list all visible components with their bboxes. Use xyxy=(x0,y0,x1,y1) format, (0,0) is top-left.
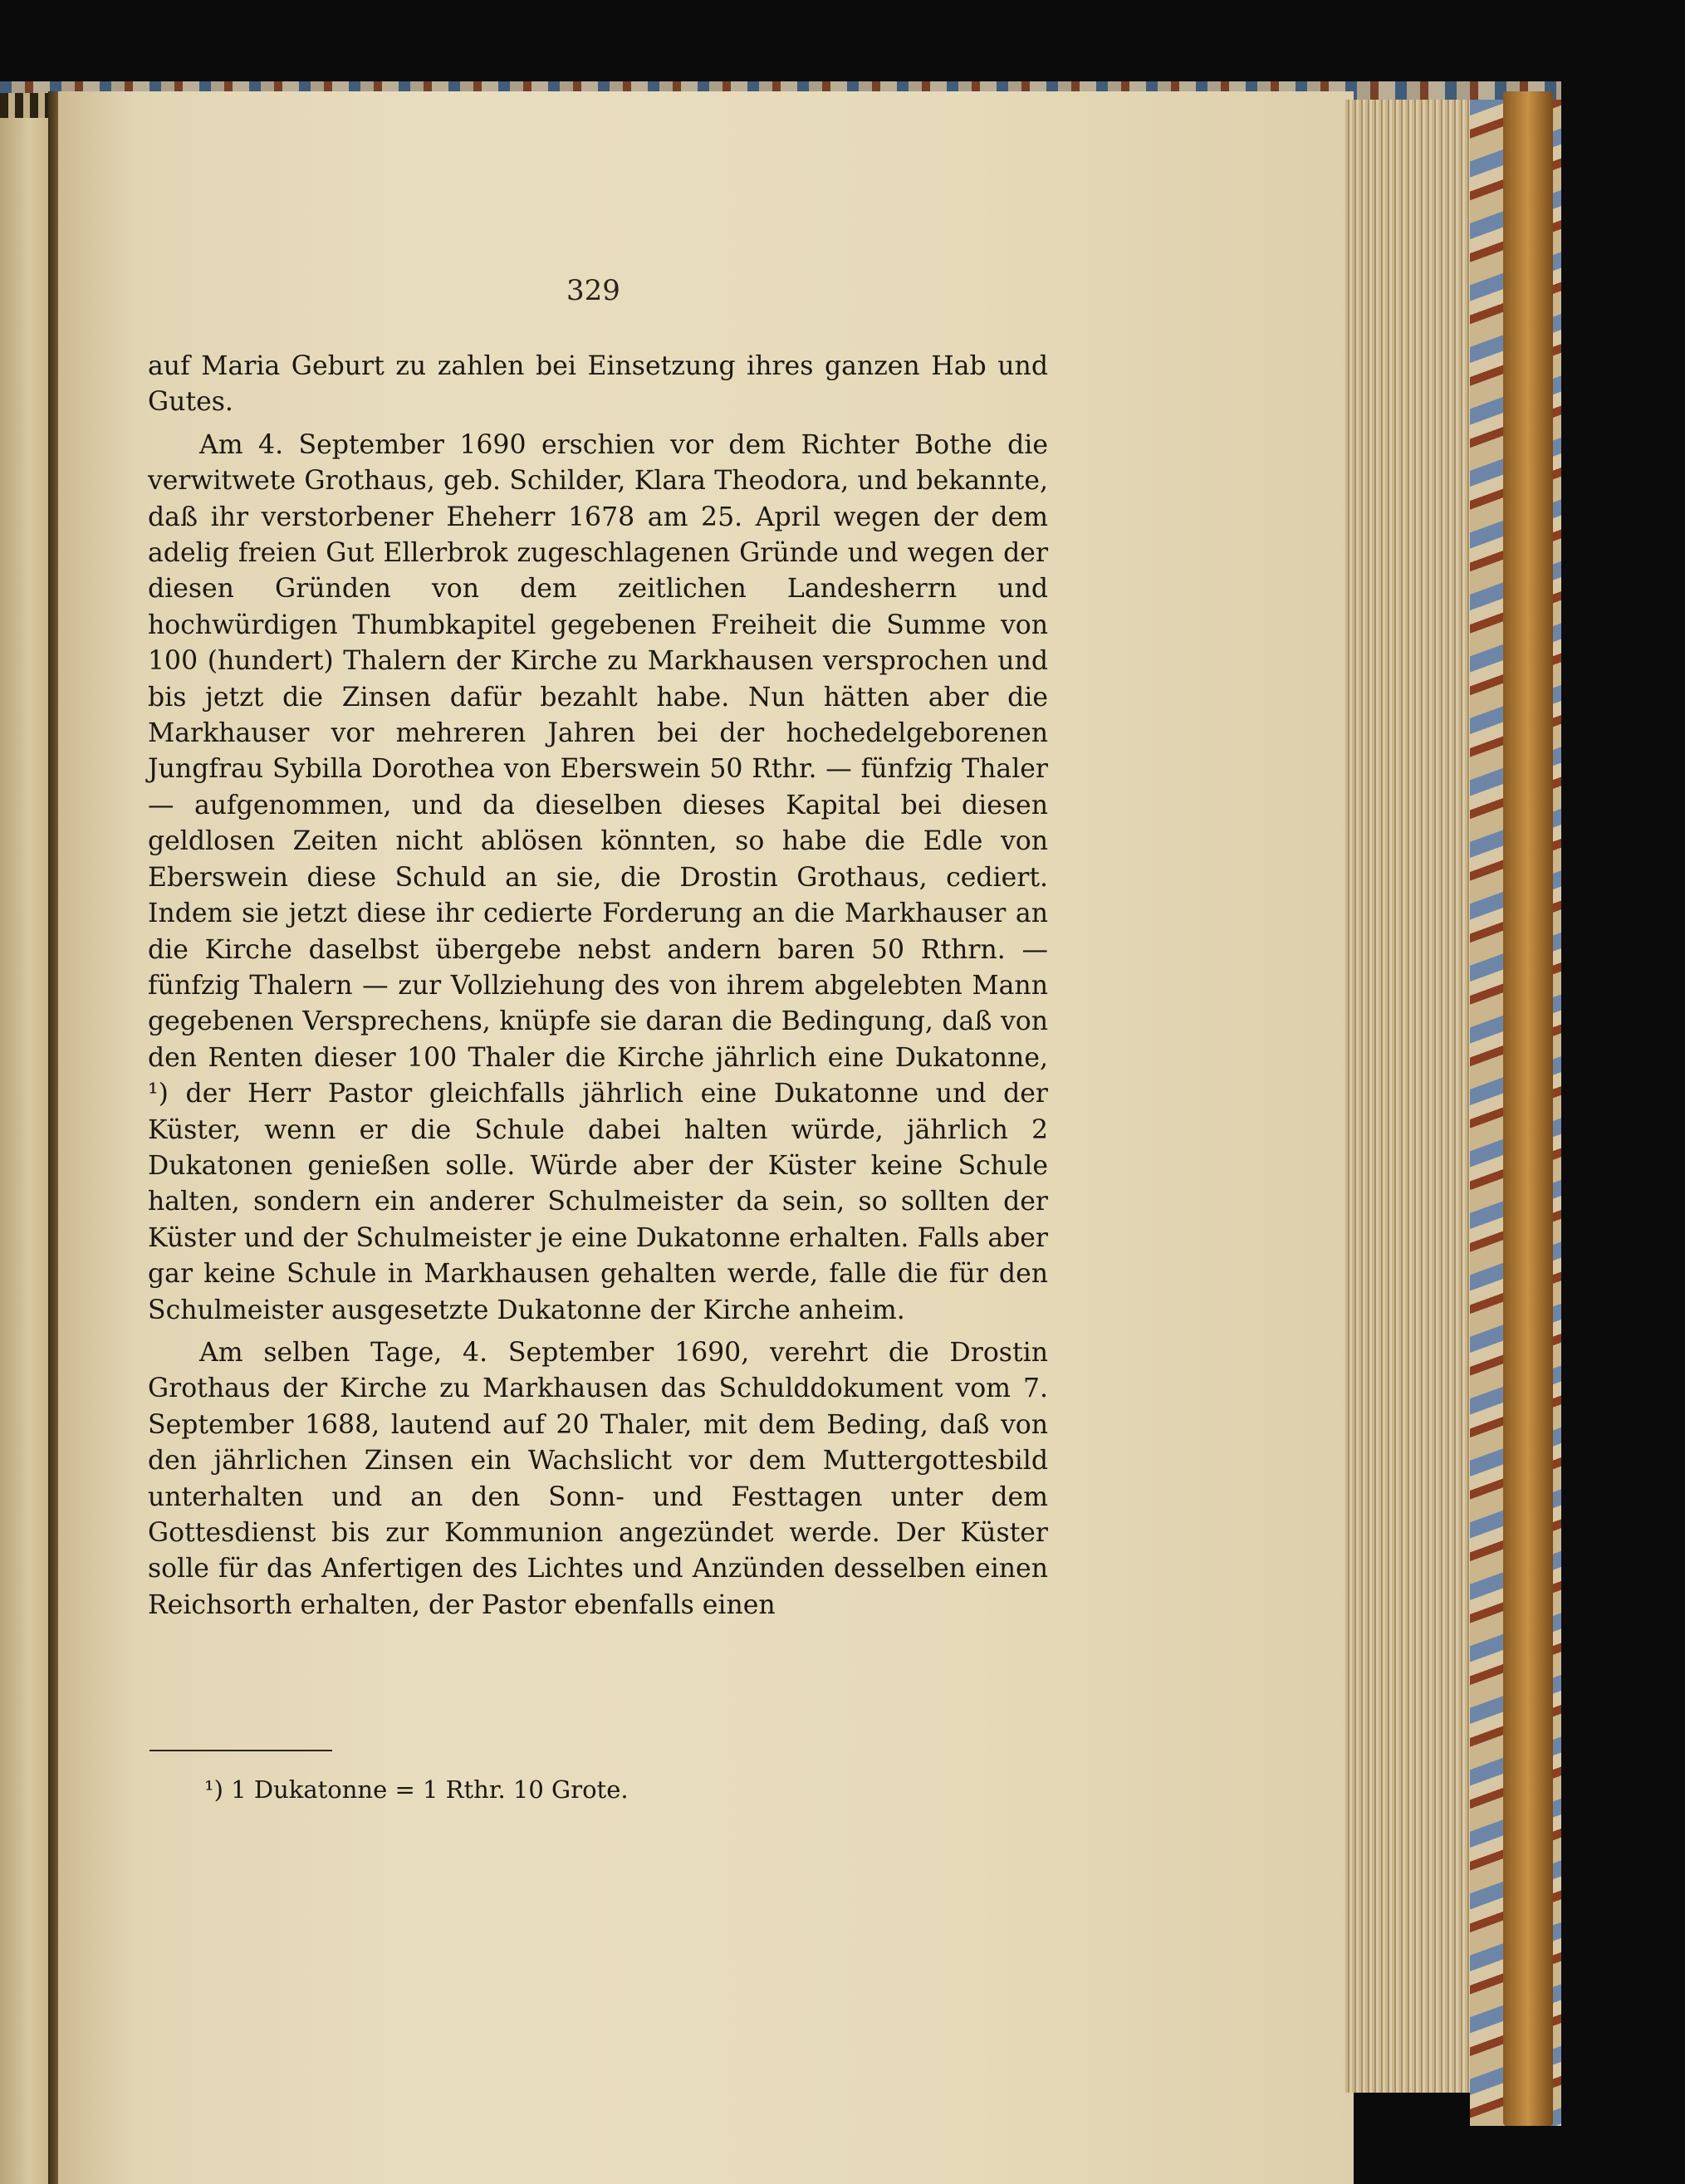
body-text xyxy=(148,349,1048,1630)
footnote-rule xyxy=(149,1750,332,1751)
footnote: ¹) 1 Dukatonne = 1 Rthr. 10 Grote. xyxy=(204,1775,629,1804)
book-cover-edge xyxy=(1503,91,1553,2126)
paragraph-1: auf Maria Geburt zu zahlen bei Einsetzung ihres ganzen Hab und Gutes. xyxy=(148,351,1048,418)
left-facing-page xyxy=(0,116,50,2184)
page-block-edges xyxy=(1345,100,1470,2093)
paragraph-2: Am 4. September 1690 erschien vor dem Richter Bothe die verwitwete Grothaus, geb. Schilder, Klara Theodora, und bekannte, daß ihr verstorbener Eheherr 1678 am 25. April wegen der dem adelig freien Gut Ellerbrok zugeschlagenen Gründe und wegen der diesen Gründen von dem zeitlichen Landesherrn und hochwürdigen Thumbkapitel gegebenen Freiheit die Summe von 100 (hundert) Thalern der Kirche zu Markhausen versprochen und bis jetzt die Zinsen dafür bezahlt habe. Nun hätten aber die Markhauser vor mehreren Jahren bei der hochedelgeborenen Jungfrau Sybilla Dorothea von Eberswein 50 Rthr. — fünfzig Thaler — aufgenommen, und da dieselben dieses Kapital bei diesen geldlosen Zeiten nicht ablösen könnten, so habe die Edle von Eberswein diese Schuld an sie, die Drostin Grothaus, cediert. Indem sie jetzt diese ihr cedierte Forderung an die Markhauser an die Kirche daselbst übergebe nebst andern baren 50 Rthrn. — fünfzig Thalern — zur Vollziehung des von ihrem abgelebten Mann gegebenen Versprechens, knüpfe sie daran die Bedingung, daß von den Renten dieser 100 Thaler die Kirche jährlich eine Dukatonne, ¹) der Herr Pastor gleichfalls jährlich eine Dukatonne und der Küster, wenn er die Schule dabei halten würde, jährlich 2 Dukatonen genießen solle. Würde aber der Küster keine Schule halten, sondern ein anderer Schulmeister da sein, so sollten der Küster und der Schulmeister je eine Dukatonne erhalten. Falls aber gar keine Schule in Markhausen gehalten werde, falle die für den Schulmeister ausgesetzte Dukatonne der Kirche anheim. xyxy=(148,429,1048,1325)
paragraph-3: Am selben Tage, 4. September 1690, verehrt die Drostin Grothaus der Kirche zu Markhausen das Schulddokument vom 7. September 1688, lautend auf 20 Thaler, mit dem Beding, daß von den jährlichen Zinsen ein Wachslicht vor dem Muttergottesbild unterhalten und an den Sonn- und Festtagen unter dem Gottesdienst bis zur Kommunion angezündet werde. Der Küster solle für das Anfertigen des Lichtes und Anzünden desselben einen Reichsorth erhalten, der Pastor ebenfalls einen xyxy=(148,1337,1048,1620)
page-number: 329 xyxy=(566,274,620,307)
